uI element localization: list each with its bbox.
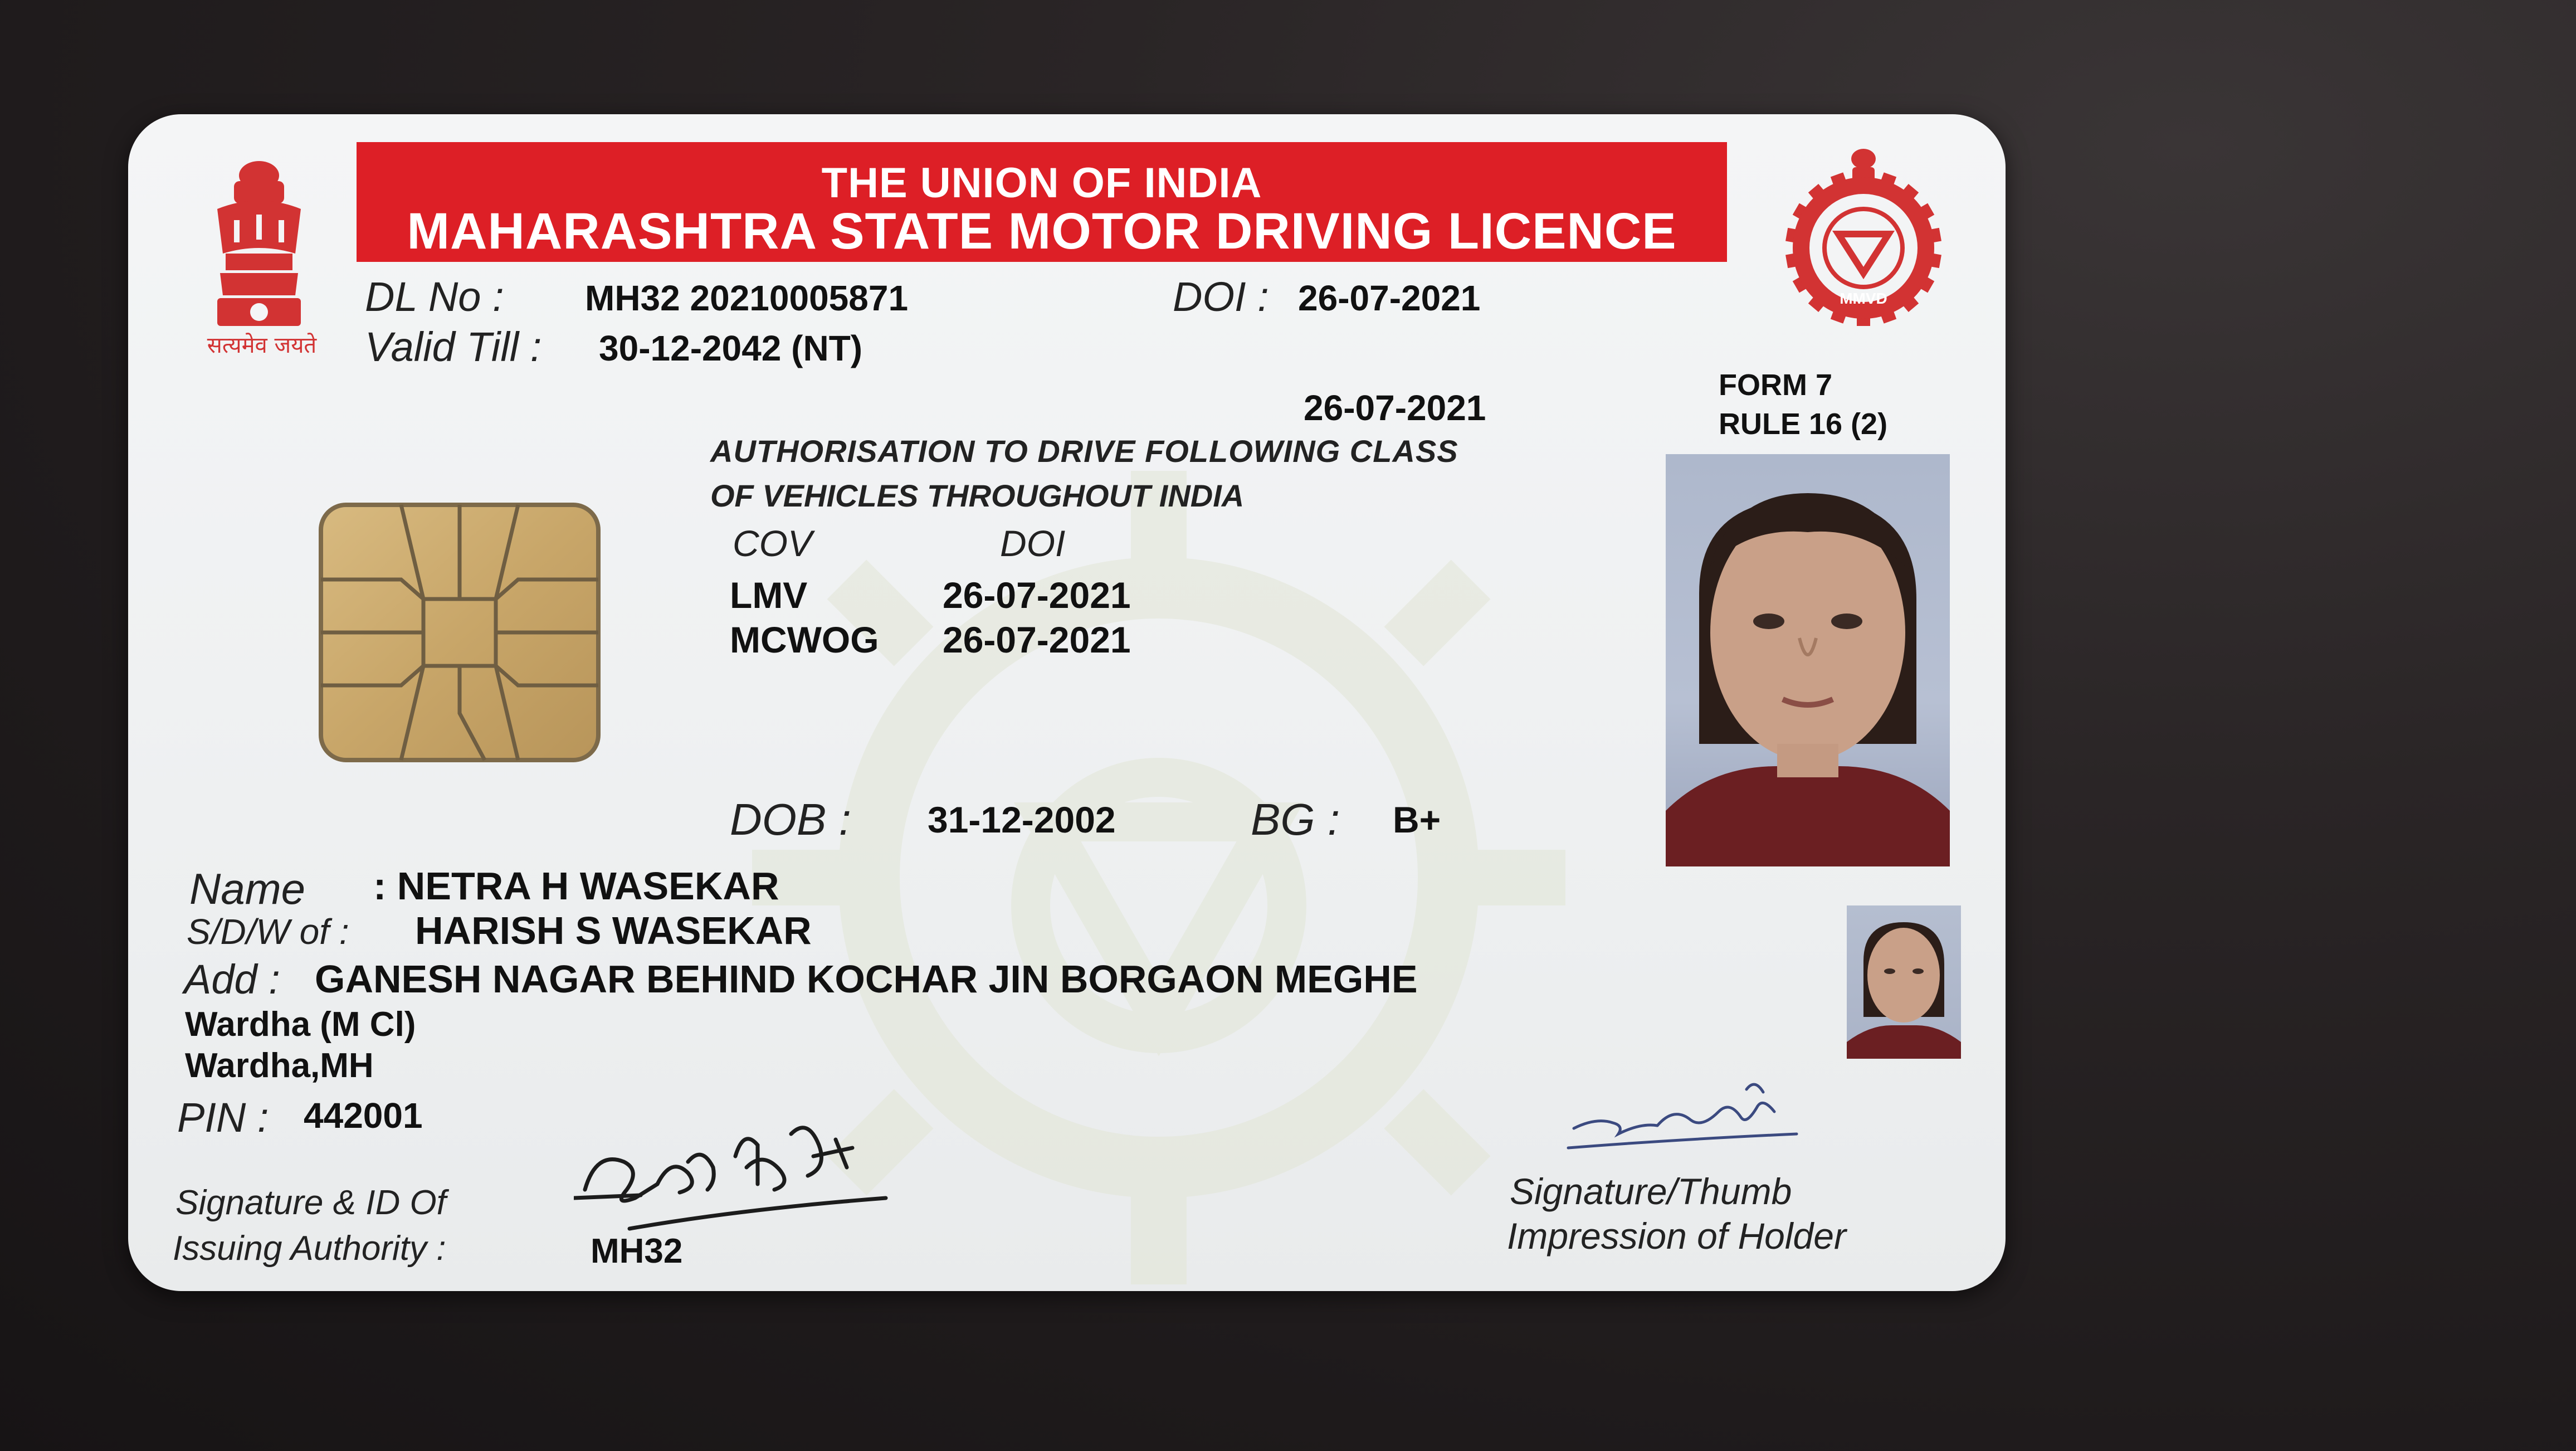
cov-doi-header: DOI <box>1000 523 1066 564</box>
sdw-value: HARISH S WASEKAR <box>415 909 812 952</box>
cov-row-2-class: MCWOG <box>730 619 879 660</box>
cov-row-1-doi: 26-07-2021 <box>943 574 1131 616</box>
authorisation-line1: AUTHORISATION TO DRIVE FOLLOWING CLASS <box>710 434 1458 469</box>
cov-row-1-class: LMV <box>730 574 808 616</box>
cov-row-2-doi: 26-07-2021 <box>943 619 1131 660</box>
header-line1: THE UNION OF INDIA <box>821 159 1262 207</box>
issuing-value: MH32 <box>591 1232 683 1270</box>
doi-label: DOI : <box>1173 274 1269 320</box>
driving-licence-card <box>128 114 2006 1291</box>
address-line2: Wardha (M Cl) <box>185 1005 416 1044</box>
bg-label: BG : <box>1251 795 1340 844</box>
header-line2: MAHARASHTRA STATE MOTOR DRIVING LICENCE <box>407 203 1677 260</box>
address-line1: GANESH NAGAR BEHIND KOCHAR JIN BORGAON MEGHE <box>315 957 1418 1001</box>
rule-number: RULE 16 (2) <box>1719 407 1888 441</box>
issue-date-secondary: 26-07-2021 <box>1304 388 1486 428</box>
name-value: : NETRA H WASEKAR <box>373 864 779 908</box>
header-banner <box>357 142 1727 262</box>
issuing-label-2: Issuing Authority : <box>173 1229 446 1268</box>
sdw-label: S/D/W of : <box>187 912 349 952</box>
holder-signature-label-2: Impression of Holder <box>1507 1215 1846 1257</box>
holder-photo <box>1666 454 1950 866</box>
dob-value: 31-12-2002 <box>928 799 1116 840</box>
bg-value: B+ <box>1393 799 1441 840</box>
authorisation-line2: OF VEHICLES THROUGHOUT INDIA <box>710 478 1245 513</box>
dl-no-label: DL No : <box>365 274 504 320</box>
issuer-signature <box>574 1078 897 1262</box>
smart-chip-icon <box>318 501 602 763</box>
dl-no-value: MH32 20210005871 <box>585 278 909 318</box>
address-label: Add : <box>184 956 280 1002</box>
valid-till-value: 30-12-2042 (NT) <box>599 328 863 368</box>
form-number: FORM 7 <box>1719 368 1833 402</box>
holder-signature-label-1: Signature/Thumb <box>1510 1171 1792 1212</box>
name-label: Name <box>189 864 306 913</box>
cov-header: COV <box>733 523 813 564</box>
holder-signature <box>1563 1067 1808 1162</box>
mmvd-gear-logo-icon <box>1769 137 1958 326</box>
emblem-motto: सत्यमेव जयते <box>207 333 317 358</box>
issuing-label-1: Signature & ID Of <box>175 1184 446 1222</box>
address-line3: Wardha,MH <box>185 1046 374 1085</box>
pin-value: 442001 <box>304 1095 423 1136</box>
doi-value: 26-07-2021 <box>1298 278 1481 318</box>
ashoka-emblem-icon <box>195 159 323 337</box>
valid-till-label: Valid Till : <box>365 324 542 370</box>
holder-photo-small <box>1847 905 1961 1059</box>
pin-label: PIN : <box>177 1094 269 1141</box>
mmvd-logo-text: MMVD <box>1840 290 1887 307</box>
dob-label: DOB : <box>730 795 851 844</box>
